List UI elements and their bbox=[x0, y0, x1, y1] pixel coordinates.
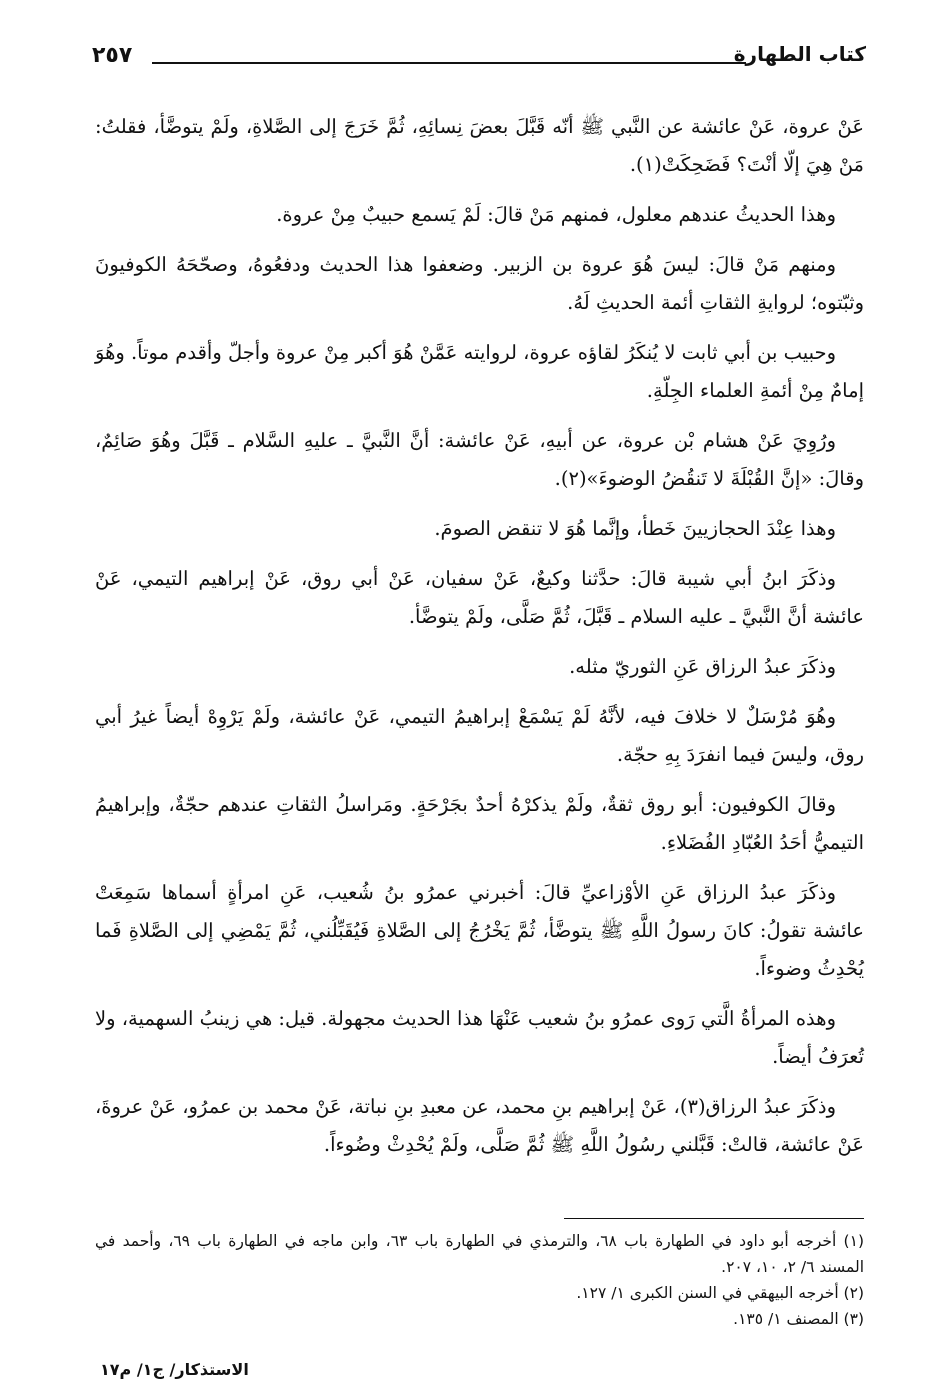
footnote: (٣) المصنف ١/ ١٣٥. bbox=[733, 1310, 864, 1328]
paragraph: وحبيب بن أبي ثابت لا يُنكَرُ لقاؤه عروة، لروايته عَمَّنْ هُوَ أكبر مِنْ عروة وأجلّ وأقدم موتاً. وهُوَ إمامٌ مِنْ أئمةِ العلماء الجِلّةِ. bbox=[95, 341, 864, 402]
footnote: (٢) أخرجه البيهقي في السنن الكبرى ١/ ١٢٧. bbox=[576, 1284, 864, 1302]
header-rule bbox=[152, 62, 746, 64]
paragraph: وقالَ الكوفيون: أبو روق ثقةٌ، ولَمْ يذكرْهُ أحدٌ بجَرْحَةٍ. ومَراسلُ الثقاتِ عندهم حجّةٌ، وإبراهيمُ التيميُّ أحَدُ العُبّادِ الفُضَلاءِ. bbox=[95, 793, 864, 854]
paragraph: عَنْ عروة، عَنْ عائشة عن النَّبي ﷺ أنّه قَبَّلَ بعضَ نِسائِهِ، ثُمَّ خَرَجَ إلى الصَّلاةِ، ولَمْ يتوضَّأ، فقلتُ: مَنْ هِيَ إلّا أنْتَ؟ فَضَحِكَتْ(١). bbox=[95, 115, 864, 176]
footnote-separator bbox=[564, 1218, 864, 1219]
chapter-title: كتاب الطهارة bbox=[733, 42, 866, 66]
paragraph: وهذه المرأةُ الَّتي رَوى عمرُو بنُ شعيب عَنْهَا هذا الحديث مجهولة. قيل: هي زينبُ السهمية، ولا تُعرَفُ أيضاً. bbox=[95, 1007, 864, 1068]
paragraph: وهذا الحديثُ عندهم معلول، فمنهم مَنْ قالَ: لَمْ يَسمع حبيبٌ مِنْ عروة. bbox=[276, 203, 836, 226]
running-header bbox=[92, 32, 866, 72]
page-number: ٢٥٧ bbox=[92, 43, 133, 68]
paragraph: وذكَرَ عبدُ الرزاق عَنِ الثوريّ مثله. bbox=[569, 655, 836, 678]
footnotes bbox=[95, 1228, 864, 1332]
paragraph: وذكَرَ عبدُ الرزاق(٣)، عَنْ إبراهيم بنِ محمد، عن معبدِ بنِ نباتة، عَنْ محمد بن عمرُو، عَنْ عروةَ، عَنْ عائشة، قالتْ: قَبَّلني رسُولُ اللَّهِ ﷺ ثُمَّ صَلَّى، ولَمْ يُحْدِثْ وضُوءاً. bbox=[95, 1095, 864, 1156]
paragraph: ورُوِيَ عَنْ هشام بْن عروة، عن أبيهِ، عَنْ عائشة: أنَّ النَّبيَّ ـ عليهِ السَّلام ـ قَبَّلَ وهُوَ صَائِمٌ، وقالَ: «إنَّ القُبْلَةَ لا تَنقُضُ الوضوءَ»(٢). bbox=[95, 429, 864, 490]
paragraph: وهُوَ مُرْسَلٌ لا خلافَ فيه، لأنَّهُ لَمْ يَسْمَعْ إبراهيمُ التيمي، عَنْ عائشة، ولَمْ يَرْوِهْ أيضاً غيرُ أبي روق، وليسَ فيما انفرَدَ بِهِ حجّة. bbox=[95, 705, 864, 766]
paragraph: وهذا عِنْدَ الحجازيينَ خَطأ، وإنَّما هُوَ لا تنقض الصومَ. bbox=[434, 517, 836, 540]
paragraph: وذكَرَ ابنُ أبي شيبة قالَ: حدَّثنا وكيعٌ، عَنْ سفيان، عَنْ أبي روق، عَنْ إبراهيم التيمي، عَنْ عائشة أنَّ النَّبيَّ ـ عليه السلام ـ قَبَّلَ، ثُمَّ صَلَّى، ولَمْ يتوضَّأ. bbox=[95, 567, 864, 628]
paragraph: وذكَرَ عبدُ الرزاق عَنِ الأوْزاعيِّ قالَ: أخبرني عمرُو بنُ شُعيب، عَنِ امرأةٍ أسماها سَمِعَتْ عائشة تقولُ: كانَ رسولُ اللَّهِ ﷺ يتوضَّأ، ثُمَّ يَخْرُجُ إلى الصَّلاةِ فَيُقَبِّلُني، ثُمَّ يَمْضِي إلى الصَّلاةِ فَما يُحْدِثُ وضوءاً. bbox=[95, 881, 864, 980]
footnote: (١) أخرجه أبو داود في الطهارة باب ٦٨، والترمذي في الطهارة باب ٦٣، وابن ماجه في الطهارة باب ٦٩، وأحمد في المسند ٦/ ٢، ١٠، ٢٠٧. bbox=[95, 1232, 864, 1276]
signature-mark: الاستذكار/ ج١/ م١٧ bbox=[100, 1360, 249, 1379]
main-text bbox=[95, 108, 864, 1176]
paragraph: ومنهم مَنْ قالَ: ليسَ هُوَ عروة بن الزبير. وضعفوا هذا الحديث ودفعُوهُ، وصحّحَهُ الكوفيونَ وثبّتوه؛ لروايةِ الثقاتِ أئمة الحديثِ لَهُ. bbox=[95, 253, 864, 314]
